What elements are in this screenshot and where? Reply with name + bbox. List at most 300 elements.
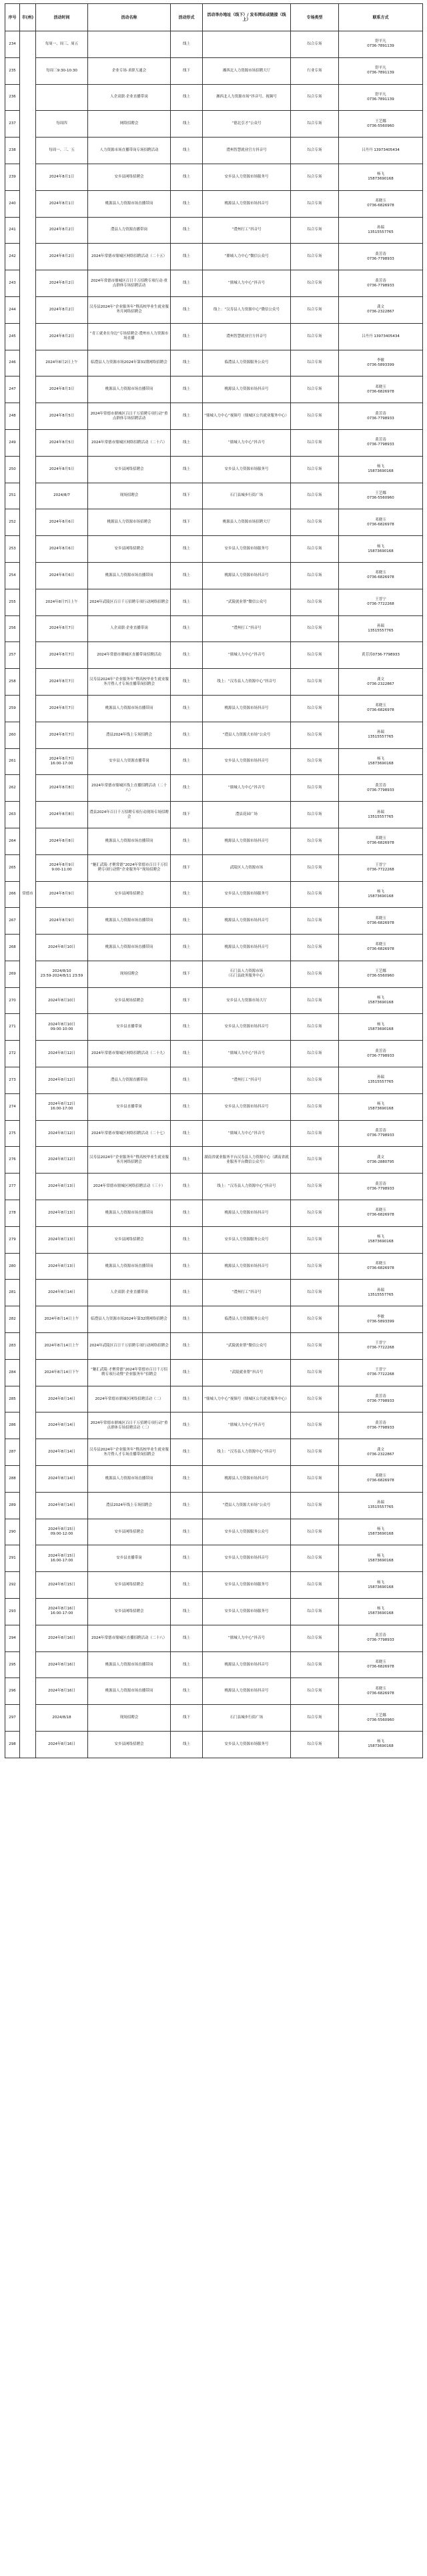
cell-address: 桃源县人力资源市场抖音号 xyxy=(203,828,291,854)
cell-address: 桃源县人力资源市场抖音号 xyxy=(203,908,291,935)
cell-name: 澧县2024年线上专场招聘会 xyxy=(88,1492,171,1519)
cell-address: 安乡县人力资源市场服务号 xyxy=(203,1732,291,1758)
cell-contact: 杨飞 15873690168 xyxy=(339,1732,423,1758)
cell-contact: 邓晓玉 0736-6826978 xyxy=(339,1678,423,1705)
table-row xyxy=(5,1359,423,1386)
cell-type: 综合专场 xyxy=(291,1200,339,1227)
cell-address: “武陵就业帮”抖音号 xyxy=(203,1359,291,1386)
cell-contact: 杨飞 15873690168 xyxy=(339,1599,423,1625)
cell-time: 2024年8月5日 xyxy=(36,403,88,430)
table-container xyxy=(5,3,422,1758)
cell-form: 线上 xyxy=(171,908,203,935)
cell-no: 285 xyxy=(5,1386,20,1412)
table-row xyxy=(5,509,423,536)
cell-address: 安乡县人力资源市场服务号 xyxy=(203,456,291,483)
cell-time: 2024年8月12日 xyxy=(36,1067,88,1094)
cell-address: 安乡县人力资源市场抖音号 xyxy=(203,1545,291,1572)
header-time: 活动时间 xyxy=(36,4,88,31)
cell-time: 2024年8月10日 xyxy=(36,987,88,1014)
cell-contact: 黄芳涛 0736-7798933 xyxy=(339,1120,423,1147)
cell-type: 综合专场 xyxy=(291,244,339,270)
cell-type: 综合专场 xyxy=(291,1732,339,1758)
cell-time: 2024年8月3日 xyxy=(36,376,88,403)
cell-contact: 王艺娜 0736-5560960 xyxy=(339,1705,423,1732)
cell-name: 安乡县网络招聘会 xyxy=(88,456,171,483)
cell-contact: 杨飞 15873690168 xyxy=(339,1226,423,1253)
cell-address: “鼎城人力中心”视频号（鼎城区公共就业服务中心） xyxy=(203,403,291,430)
table-row xyxy=(5,1466,423,1493)
cell-time: 2024年8月15日 09:00-12:00 xyxy=(36,1519,88,1545)
cell-name: “魅汇武陵·才聚常德”2024年常德市百日千万招聘专项行动暨“企业服务年”现场招聘会 xyxy=(88,854,171,881)
table-row xyxy=(5,244,423,270)
cell-contact: 邓晓玉 0736-6826978 xyxy=(339,190,423,217)
cell-form: 线上 xyxy=(171,828,203,854)
table-row xyxy=(5,1253,423,1280)
cell-contact: 黄芳涛0736-7798933 xyxy=(339,642,423,669)
cell-form: 线上 xyxy=(171,1359,203,1386)
cell-contact: 黄芳涛 0736-7798933 xyxy=(339,1174,423,1200)
cell-type: 综合专场 xyxy=(291,1041,339,1067)
cell-form: 线上 xyxy=(171,190,203,217)
cell-contact: 杨飞 15873690168 xyxy=(339,881,423,908)
cell-address: “武陵就业帮”微信公众号 xyxy=(203,589,291,615)
cell-time: 2024年8月7日 xyxy=(36,642,88,669)
cell-address: 安乡县人力资源市场抖音号 xyxy=(203,748,291,775)
cell-type: 综合专场 xyxy=(291,1306,339,1333)
cell-name: 人企双联·企业直播带岗 xyxy=(88,1280,171,1306)
cell-form: 线上 xyxy=(171,429,203,456)
cell-time: 2024年8月12日 xyxy=(36,1147,88,1174)
cell-name: 安乡县网络招聘会 xyxy=(88,164,171,190)
cell-form: 线上 xyxy=(171,1014,203,1041)
table-body xyxy=(5,31,423,1758)
table-row xyxy=(5,1200,423,1227)
cell-address: 桃源县人力资源市场抖音号 xyxy=(203,1651,291,1678)
cell-name: 桃源县人力资源市场招聘会 xyxy=(88,509,171,536)
cell-name: 澧县2024年线上专场招聘会 xyxy=(88,722,171,748)
table-row xyxy=(5,323,423,350)
cell-time: 2024年8月8日 xyxy=(36,775,88,802)
cell-contact: 邓晓玉 0736-6826978 xyxy=(339,1466,423,1493)
cell-time: 每周一、三、五 xyxy=(36,138,88,164)
cell-time: 2024年8月14日 xyxy=(36,1492,88,1519)
table-row xyxy=(5,1041,423,1067)
cell-contact: 黄芳涛 0736-7798933 xyxy=(339,1386,423,1412)
cell-contact: 黄芳涛 0736-7798933 xyxy=(339,1412,423,1439)
cell-name: 汉寿县2024年“企业服务年”暨高校毕业生就业服务月网络招聘会 xyxy=(88,296,171,323)
cell-address xyxy=(203,31,291,58)
cell-time: 2024年8月5日 xyxy=(36,456,88,483)
cell-name: 2024年常德市鼎城区百日千万招聘专项行动”重点群体专场招聘活动 xyxy=(88,403,171,430)
cell-time: 每周四 xyxy=(36,111,88,138)
cell-no: 288 xyxy=(5,1466,20,1493)
cell-address: 桃源县人力资源市场抖音号 xyxy=(203,1466,291,1493)
cell-address: “澧州打工”抖音号 xyxy=(203,1280,291,1306)
cell-no: 283 xyxy=(5,1333,20,1360)
cell-type: 综合专场 xyxy=(291,1174,339,1200)
table-row xyxy=(5,270,423,297)
cell-type: 综合专场 xyxy=(291,270,339,297)
cell-name: 2024年常德市鼎城区线上直播招聘活动（二十八） xyxy=(88,775,171,802)
cell-time: 2024年8月14日 xyxy=(36,1280,88,1306)
cell-type: 综合专场 xyxy=(291,376,339,403)
cell-form: 线上 xyxy=(171,536,203,563)
cell-contact: 王晋宁 0736-7722268 xyxy=(339,854,423,881)
table-row xyxy=(5,1625,423,1651)
cell-name: 桃源县人力资源市场直播带岗 xyxy=(88,1253,171,1280)
cell-form: 线上 xyxy=(171,1147,203,1174)
cell-no: 267 xyxy=(5,908,20,935)
cell-name: 安乡县现场招聘会 xyxy=(88,987,171,1014)
cell-form: 线上 xyxy=(171,270,203,297)
cell-contact: 孙瑞 13515557765 xyxy=(339,1280,423,1306)
cell-no: 295 xyxy=(5,1651,20,1678)
cell-form: 线下 xyxy=(171,1705,203,1732)
table-row xyxy=(5,456,423,483)
cell-time: 2024年8月12日 xyxy=(36,1120,88,1147)
cell-type: 综合专场 xyxy=(291,802,339,828)
cell-name: 桃源县人力资源市场直播带岗 xyxy=(88,1651,171,1678)
cell-type: 综合专场 xyxy=(291,589,339,615)
cell-address: 安乡县人力资源市场抖音号 xyxy=(203,1093,291,1120)
cell-type: 综合专场 xyxy=(291,1120,339,1147)
cell-address: 安乡县人力资源市场服务号 xyxy=(203,536,291,563)
cell-time: 2024年8月7日上午 xyxy=(36,589,88,615)
cell-type: 综合专场 xyxy=(291,908,339,935)
cell-form: 线上 xyxy=(171,1651,203,1678)
cell-address: “澧县人力资源大市场”公众号 xyxy=(203,1492,291,1519)
cell-address: 线上：“汉寿县人力资源中心”抖音号 xyxy=(203,669,291,696)
table-row xyxy=(5,111,423,138)
cell-no: 254 xyxy=(5,562,20,589)
cell-name: 桃源县人力资源市场直播带岗 xyxy=(88,828,171,854)
cell-contact: 邓晓玉 0736-6826978 xyxy=(339,376,423,403)
cell-no: 250 xyxy=(5,456,20,483)
cell-address: “鼎城人力中心”抖音号 xyxy=(203,775,291,802)
cell-type: 综合专场 xyxy=(291,111,339,138)
table-row xyxy=(5,296,423,323)
cell-form: 线上 xyxy=(171,1226,203,1253)
cell-no: 273 xyxy=(5,1067,20,1094)
table-row xyxy=(5,1147,423,1174)
table-row xyxy=(5,138,423,164)
cell-contact: 黄芳涛 0736-7798933 xyxy=(339,403,423,430)
cell-type: 综合专场 xyxy=(291,84,339,111)
cell-time: 2024年8月13日 xyxy=(36,1253,88,1280)
cell-form: 线上 xyxy=(171,722,203,748)
cell-no: 239 xyxy=(5,164,20,190)
cell-no: 287 xyxy=(5,1439,20,1466)
cell-address: 安乡县人力资源市场服务号 xyxy=(203,1599,291,1625)
cell-contact: 王艺娜 0736-5560960 xyxy=(339,961,423,987)
cell-form: 线上 xyxy=(171,376,203,403)
cell-form: 线上 xyxy=(171,1466,203,1493)
cell-no: 281 xyxy=(5,1280,20,1306)
cell-time: 2024年8月1日 xyxy=(36,190,88,217)
cell-address: “澧州打工”抖音号 xyxy=(203,1067,291,1094)
cell-type: 综合专场 xyxy=(291,1280,339,1306)
cell-address: 桃源县人力资源市场抖音号 xyxy=(203,1253,291,1280)
cell-time: 2024年8月6日 xyxy=(36,536,88,563)
cell-name: 2024年常德市鼎城区网络招聘活动（二十九） xyxy=(88,1041,171,1067)
cell-name: 2024年武陵区百日千万招聘专项行动网络招聘会 xyxy=(88,589,171,615)
cell-form: 线上 xyxy=(171,350,203,376)
cell-type: 综合专场 xyxy=(291,323,339,350)
table-row xyxy=(5,429,423,456)
cell-type: 综合专场 xyxy=(291,1014,339,1041)
cell-type: 综合专场 xyxy=(291,31,339,58)
cell-contact: 杨飞 15873690168 xyxy=(339,1014,423,1041)
cell-type: 综合专场 xyxy=(291,562,339,589)
cell-name: 人企双联·企业直播带岗 xyxy=(88,84,171,111)
cell-no: 262 xyxy=(5,775,20,802)
cell-form: 线上 xyxy=(171,1174,203,1200)
cell-name: 人企双联·企业直播带岗 xyxy=(88,615,171,642)
cell-time: 2024年8月14日上午 xyxy=(36,1333,88,1360)
cell-contact: 邓晓玉 0736-6826978 xyxy=(339,509,423,536)
table-row xyxy=(5,935,423,961)
cell-name: 企业专场·求职互通会 xyxy=(88,57,171,84)
cell-time: 2024年8月16日 xyxy=(36,1625,88,1651)
cell-time: 2024年8月13日 xyxy=(36,1174,88,1200)
cell-contact: 杨飞 15873690168 xyxy=(339,1572,423,1599)
cell-contact: 王晋宁 0736-7722268 xyxy=(339,1333,423,1360)
cell-address: 桃源县人力资源市场抖音号 xyxy=(203,1200,291,1227)
cell-time: 每周三9:30-10:30 xyxy=(36,57,88,84)
cell-time: 2024年8月2日 xyxy=(36,244,88,270)
cell-form: 线上 xyxy=(171,1678,203,1705)
cell-address: 安乡县人力资源市场大厅 xyxy=(203,987,291,1014)
cell-name: 临澧县人力资源市场2024年第31期网络招聘会 xyxy=(88,350,171,376)
cell-address: 线上：“汉寿县人力资源中心”微信公众号 xyxy=(203,296,291,323)
cell-no: 255 xyxy=(5,589,20,615)
cell-type: 综合专场 xyxy=(291,1466,339,1493)
cell-contact: 王晋宁 0736-7722268 xyxy=(339,589,423,615)
cell-type: 综合专场 xyxy=(291,881,339,908)
cell-no: 249 xyxy=(5,429,20,456)
table-row xyxy=(5,1599,423,1625)
cell-contact: 舒平凡 0736-7891139 xyxy=(339,31,423,58)
cell-time: 2024年8月7日 xyxy=(36,615,88,642)
cell-address: “鼎城人力中心”抖音号 xyxy=(203,642,291,669)
cell-form: 线上 xyxy=(171,1572,203,1599)
cell-type: 综合专场 xyxy=(291,1412,339,1439)
cell-form: 线上 xyxy=(171,164,203,190)
cell-type: 综合专场 xyxy=(291,138,339,164)
cell-time xyxy=(36,84,88,111)
cell-time: 2024年8月9日 9:00-11:00 xyxy=(36,854,88,881)
cell-type: 综合专场 xyxy=(291,1599,339,1625)
cell-no: 290 xyxy=(5,1519,20,1545)
cell-type: 综合专场 xyxy=(291,1226,339,1253)
cell-form: 线上 xyxy=(171,111,203,138)
cell-name: 2024年常德市鼎城区百日千万招聘专项行动”重点群体专场招聘活动（二） xyxy=(88,1412,171,1439)
cell-name: 安乡县网络招聘会 xyxy=(88,881,171,908)
cell-no: 234 xyxy=(5,31,20,58)
cell-time: 2024年8月16日 xyxy=(36,1678,88,1705)
cell-form: 线上 xyxy=(171,589,203,615)
cell-address: 澧县花园广场 xyxy=(203,802,291,828)
cell-no: 294 xyxy=(5,1625,20,1651)
cell-name: 安乡县直播带岗 xyxy=(88,1014,171,1041)
cell-no: 245 xyxy=(5,323,20,350)
cell-name: 安乡县网络招聘会 xyxy=(88,1226,171,1253)
cell-address: 桃源县人力资源市场抖音号 xyxy=(203,1678,291,1705)
cell-name: 2024年常德市鼎城区直播招聘活动（二十八） xyxy=(88,1625,171,1651)
table-row xyxy=(5,1572,423,1599)
cell-address: 安乡县人力资源市场服务号 xyxy=(203,881,291,908)
cell-form: 线下 xyxy=(171,509,203,536)
cell-no: 297 xyxy=(5,1705,20,1732)
cell-no: 238 xyxy=(5,138,20,164)
cell-contact: 李敏 0736-5893399 xyxy=(339,1306,423,1333)
table-row xyxy=(5,1678,423,1705)
cell-no: 289 xyxy=(5,1492,20,1519)
header-contact: 联系方式 xyxy=(339,4,423,31)
cell-contact: 舒平凡 0736-7891139 xyxy=(339,84,423,111)
cell-contact: 杨飞 15873690168 xyxy=(339,1519,423,1545)
cell-address: 安乡县人力资源市场服务号 xyxy=(203,1572,291,1599)
cell-no: 272 xyxy=(5,1041,20,1067)
cell-no: 253 xyxy=(5,536,20,563)
cell-name: 安乡县直播带岗 xyxy=(88,1545,171,1572)
cell-no: 243 xyxy=(5,270,20,297)
cell-form: 线上 xyxy=(171,1120,203,1147)
cell-name: 桃源县人力资源市场直播带岗 xyxy=(88,376,171,403)
cell-no: 291 xyxy=(5,1545,20,1572)
cell-address: “德北引才”公众号 xyxy=(203,111,291,138)
header-name: 活动名称 xyxy=(88,4,171,31)
cell-address: 桃源县人力资源市场招聘大厅 xyxy=(203,509,291,536)
cell-form: 线上 xyxy=(171,1386,203,1412)
cell-name: 汉寿县2024年“企业服务年”暨高校毕业生就业服务月网络招聘会 xyxy=(88,1147,171,1174)
cell-time: 2024年8月14日 xyxy=(36,1439,88,1466)
table-row xyxy=(5,828,423,854)
cell-address: 桃源县人力资源市场抖音号 xyxy=(203,376,291,403)
cell-time: 2024年8月13日 xyxy=(36,1226,88,1253)
cell-name: 网络招聘会 xyxy=(88,111,171,138)
cell-type: 综合专场 xyxy=(291,1439,339,1466)
cell-name: 安乡县网络招聘会 xyxy=(88,1732,171,1758)
header-no: 序号 xyxy=(5,4,20,31)
cell-form: 线下 xyxy=(171,961,203,987)
header-city: 市(州) xyxy=(20,4,36,31)
table-row xyxy=(5,1093,423,1120)
cell-form: 线上 xyxy=(171,1280,203,1306)
cell-type: 综合专场 xyxy=(291,1519,339,1545)
cell-name: 汉寿县2024年“企业服务年”暨高校毕业生就业服务月暨人才专场直播带岗招聘会 xyxy=(88,1439,171,1466)
cell-form: 线上 xyxy=(171,1067,203,1094)
cell-type: 综合专场 xyxy=(291,1651,339,1678)
cell-no: 268 xyxy=(5,935,20,961)
cell-form: 线上 xyxy=(171,1253,203,1280)
cell-form: 线下 xyxy=(171,987,203,1014)
cell-time: 2024年8月10日 09:00-10:00 xyxy=(36,1014,88,1041)
cell-name: 桃源县人力资源市场直播带岗 xyxy=(88,695,171,722)
table-row xyxy=(5,722,423,748)
cell-no: 293 xyxy=(5,1599,20,1625)
cell-form: 线下 xyxy=(171,854,203,881)
cell-contact: 孙瑞 13515557765 xyxy=(339,722,423,748)
cell-contact: 吕丹丹 13973405434 xyxy=(339,138,423,164)
cell-city: 常德市 xyxy=(20,31,36,1758)
table-row xyxy=(5,403,423,430)
table-row xyxy=(5,562,423,589)
cell-type: 综合专场 xyxy=(291,164,339,190)
cell-time: 2024年8月16日 xyxy=(36,1732,88,1758)
cell-form: 线上 xyxy=(171,1492,203,1519)
cell-type: 综合专场 xyxy=(291,350,339,376)
cell-name: “青工就业在身边”专场招聘会·澧州市人力资源市场直播 xyxy=(88,323,171,350)
cell-no: 279 xyxy=(5,1226,20,1253)
cell-no: 298 xyxy=(5,1732,20,1758)
cell-time: 2024年8月16日 16:00-17:00 xyxy=(36,1599,88,1625)
cell-form: 线上 xyxy=(171,1439,203,1466)
cell-type: 综合专场 xyxy=(291,669,339,696)
cell-contact: 邓晓玉 0736-6826978 xyxy=(339,562,423,589)
cell-name: 桃源县人力资源市场直播带岗 xyxy=(88,908,171,935)
table-row xyxy=(5,589,423,615)
cell-address: “澧州打工”抖音号 xyxy=(203,217,291,244)
cell-form: 线上 xyxy=(171,1599,203,1625)
cell-contact: 邓晓玉 0736-6826978 xyxy=(339,1200,423,1227)
cell-time: 每周一、周三、周五 xyxy=(36,31,88,58)
cell-type: 综合专场 xyxy=(291,1253,339,1280)
cell-no: 260 xyxy=(5,722,20,748)
cell-time: 2024年8月14日上午 xyxy=(36,1306,88,1333)
cell-form: 线上 xyxy=(171,669,203,696)
table-row xyxy=(5,1067,423,1094)
header-address: 活动举办地址（线下）/ 发布网站或链接（线上） xyxy=(203,4,291,31)
cell-name xyxy=(88,31,171,58)
cell-time: 2024年8月13日 xyxy=(36,1200,88,1227)
cell-form: 线下 xyxy=(171,483,203,509)
cell-address: 湘西北人力资源市场“抖音号、视频号 xyxy=(203,84,291,111)
cell-form: 线上 xyxy=(171,1545,203,1572)
cell-no: 275 xyxy=(5,1120,20,1147)
cell-contact: 邓晓玉 0736-6826978 xyxy=(339,935,423,961)
cell-type: 综合专场 xyxy=(291,1147,339,1174)
cell-no: 251 xyxy=(5,483,20,509)
table-row xyxy=(5,961,423,987)
cell-form: 线上 xyxy=(171,217,203,244)
cell-address: 桃源县人力资源市场抖音号 xyxy=(203,695,291,722)
cell-time: 2024/8/10 23:59-2024/8/11 23:59 xyxy=(36,961,88,987)
table-row xyxy=(5,1280,423,1306)
cell-address: “鼎城人力中心”抖音号 xyxy=(203,1041,291,1067)
cell-contact: 黄芳涛 0736-7798933 xyxy=(339,775,423,802)
cell-time: 2024年8月10日 xyxy=(36,935,88,961)
cell-type: 综合专场 xyxy=(291,748,339,775)
cell-time: 2024年8月5日 xyxy=(36,429,88,456)
table-row xyxy=(5,217,423,244)
header-form: 活动形式 xyxy=(171,4,203,31)
cell-time: 2024年8月2日 xyxy=(36,217,88,244)
cell-name: 桃源县人力资源市场直播带岗 xyxy=(88,1200,171,1227)
cell-address: “鼎城人力中心”抖音号 xyxy=(203,1625,291,1651)
cell-type: 综合专场 xyxy=(291,217,339,244)
cell-contact: 吕丹丹 13973405434 xyxy=(339,323,423,350)
cell-time: 2024年8月7日 xyxy=(36,722,88,748)
cell-time: 2024年8月7日 xyxy=(36,695,88,722)
cell-contact: 杨飞 15873690168 xyxy=(339,536,423,563)
table-row xyxy=(5,84,423,111)
table-header-row xyxy=(5,4,423,31)
cell-time: 2024年8月6日 xyxy=(36,509,88,536)
cell-no: 263 xyxy=(5,802,20,828)
cell-no: 266 xyxy=(5,881,20,908)
table-row xyxy=(5,669,423,696)
